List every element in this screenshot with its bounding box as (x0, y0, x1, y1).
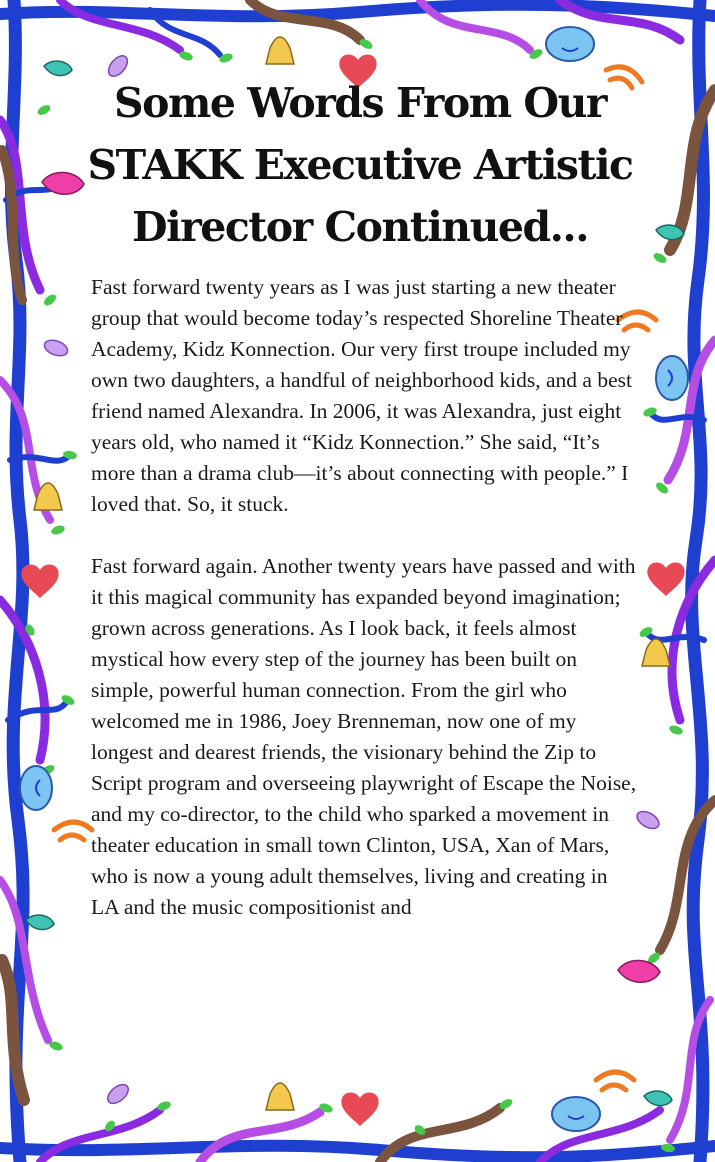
body-paragraph-1: Fast forward twenty years as I was just starting a new theater group that would become today’s respected Shoreline Theater Academy, Kidz Konnection. Our very first troupe included my own two daughters, a handful of neighborhood kids, and a best friend named Alexandra. In 2006, it was Alexandra, just eight years old, who named it “Kidz Konnection.” She said, “It’s more than a drama club—it’s about connecting with people.” I loved that. So, it stuck. (91, 275, 632, 516)
pink-hand-icon (618, 960, 660, 982)
speech-bubble-icon (656, 356, 688, 400)
bell-icon (266, 37, 294, 64)
heart-icon (647, 562, 684, 596)
teal-hand-icon (44, 61, 72, 76)
wifi-icon (596, 1072, 634, 1090)
teal-hand-icon (26, 915, 54, 930)
top-branch-group (0, 0, 715, 55)
speech-bubble-icon (546, 27, 594, 61)
teal-hand-icon (644, 1091, 672, 1106)
speech-bubble-icon (20, 766, 52, 810)
body-paragraph-2: Fast forward again. Another twenty years have passed and with it this magical community has expanded beyond imagination; grown across generations. As I look back, it feels almost mystical how every step of the journey has been built on simple, powerful human connection. From the girl who welcomed me in 1986, Joey Brenneman, now one of my longest and dearest friends, the visionary behind the Zip to Script program and overseeing playwright of Escape the Noise, and my co-director, to the child who sparked a movement in theater education in small town Clinton, USA, Xan of Mars, who is now a young adult themselves, living and creating in LA and the music compositionist and (91, 554, 637, 919)
bell-icon (266, 1083, 294, 1110)
speech-bubble-icon (552, 1097, 600, 1131)
bell-icon (642, 639, 670, 666)
heart-icon (341, 1092, 378, 1126)
document-content (82, 72, 638, 923)
page-title: Some Words From Our STAKK Executive Artistic Director Continued... (87, 79, 633, 251)
